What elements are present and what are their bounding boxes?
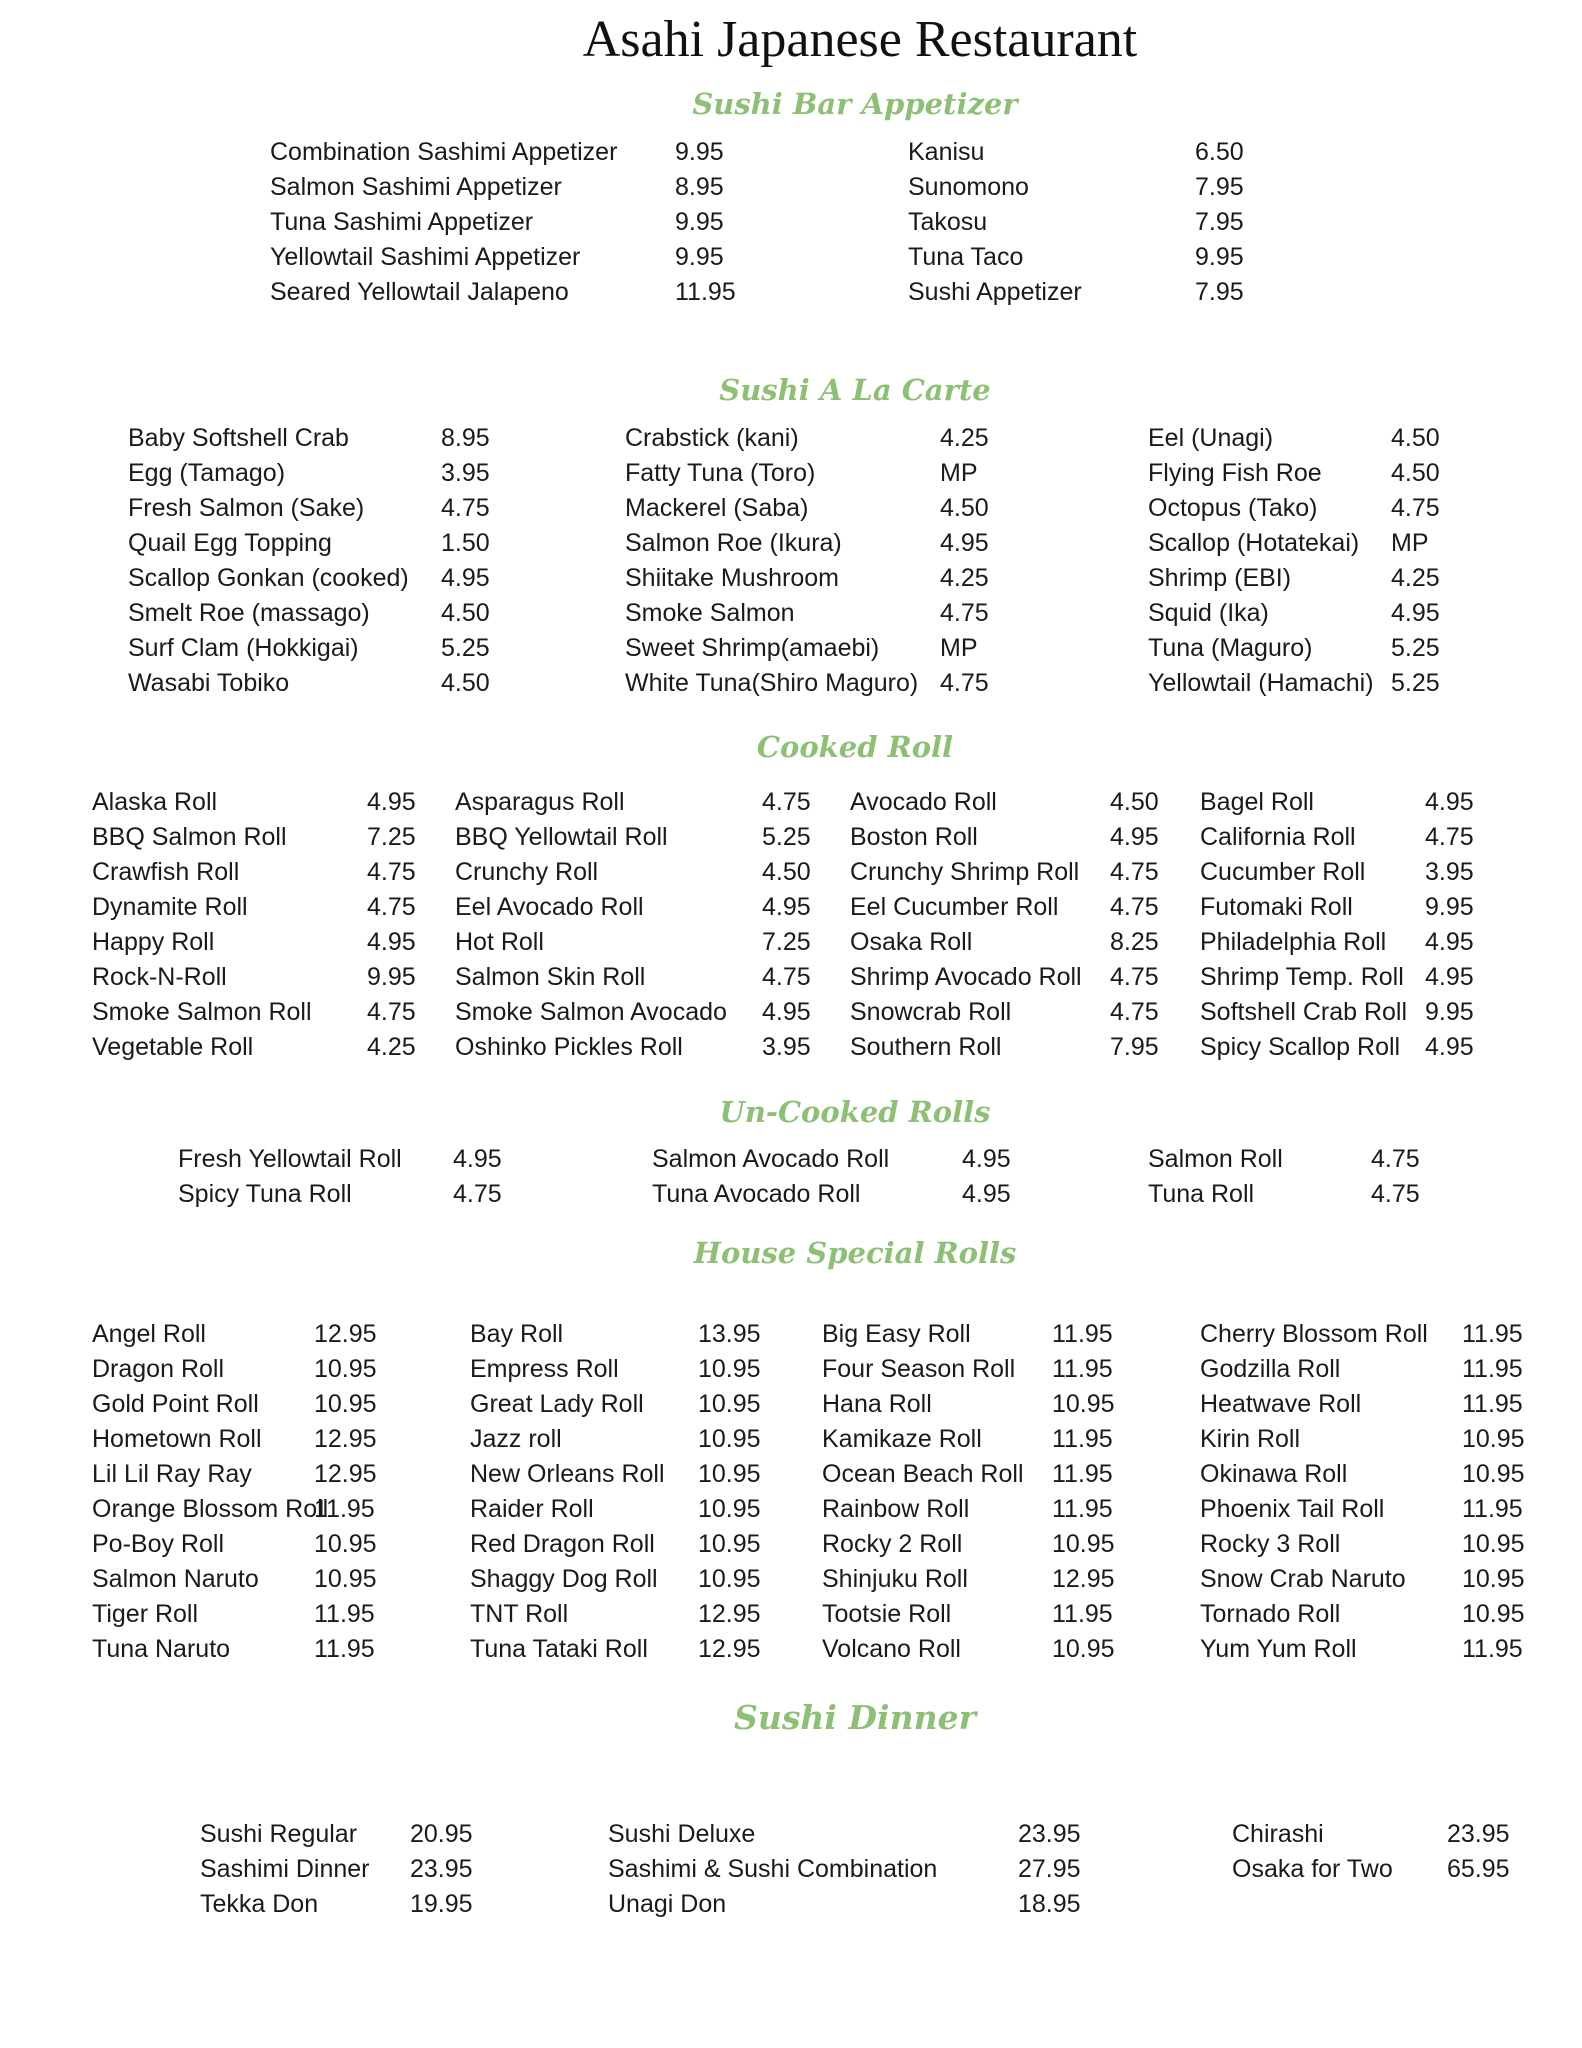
menu-item-price: 4.75 [762, 963, 811, 991]
menu-item-price: 4.95 [762, 998, 811, 1026]
menu-item-name: Tuna (Maguro) [1148, 634, 1313, 662]
menu-item-name: Tuna Avocado Roll [652, 1180, 861, 1208]
menu-item-price: 4.50 [762, 858, 811, 886]
menu-item-price: 10.95 [314, 1390, 377, 1418]
menu-item-price: 7.95 [1195, 173, 1244, 201]
menu-item-price: 4.95 [962, 1180, 1011, 1208]
menu-item-price: 10.95 [698, 1460, 761, 1488]
menu-item-price: 20.95 [410, 1820, 473, 1848]
menu-item-name: Cucumber Roll [1200, 858, 1366, 886]
menu-item-name: Fatty Tuna (Toro) [625, 459, 816, 487]
menu-item-price: 4.95 [1425, 788, 1474, 816]
menu-item-name: Red Dragon Roll [470, 1530, 655, 1558]
menu-item-name: Tiger Roll [92, 1600, 199, 1628]
menu-item-price: 4.75 [453, 1180, 502, 1208]
menu-item-name: Vegetable Roll [92, 1033, 254, 1061]
menu-item-price: 4.25 [1391, 564, 1440, 592]
menu-item-name: Boston Roll [850, 823, 978, 851]
menu-item-name: White Tuna(Shiro Maguro) [625, 669, 919, 697]
menu-item-price: 4.75 [1110, 893, 1159, 921]
menu-item-name: Bagel Roll [1200, 788, 1314, 816]
menu-item-name: Godzilla Roll [1200, 1355, 1341, 1383]
menu-item-price: 10.95 [314, 1565, 377, 1593]
menu-item-name: Happy Roll [92, 928, 215, 956]
menu-item-name: Shrimp Temp. Roll [1200, 963, 1404, 991]
menu-item-price: 11.95 [1052, 1320, 1113, 1348]
menu-item-price: 13.95 [698, 1320, 761, 1348]
menu-item-price: 10.95 [698, 1530, 761, 1558]
menu-item-price: 5.25 [1391, 669, 1440, 697]
menu-item-name: Gold Point Roll [92, 1390, 259, 1418]
menu-item-name: Mackerel (Saba) [625, 494, 809, 522]
menu-item-name: Sushi Regular [200, 1820, 358, 1848]
section-heading-alacarte: Sushi A La Carte [719, 373, 991, 407]
menu-item-price: 4.25 [940, 564, 989, 592]
menu-item-name: Shiitake Mushroom [625, 564, 839, 592]
menu-item-price: 4.75 [441, 494, 490, 522]
menu-item-price: MP [940, 634, 978, 662]
menu-item-price: 9.95 [675, 208, 724, 236]
menu-item-name: Kanisu [908, 138, 985, 166]
menu-item-price: MP [940, 459, 978, 487]
menu-item-name: Shinjuku Roll [822, 1565, 968, 1593]
menu-item-price: 10.95 [1052, 1390, 1115, 1418]
menu-item-price: 12.95 [698, 1600, 761, 1628]
menu-item-price: 65.95 [1447, 1855, 1510, 1883]
menu-item-price: 4.50 [940, 494, 989, 522]
menu-item-name: Heatwave Roll [1200, 1390, 1362, 1418]
menu-item-price: 4.75 [1110, 998, 1159, 1026]
menu-item-price: 11.95 [314, 1600, 375, 1628]
menu-item-price: 23.95 [410, 1855, 473, 1883]
menu-item-name: Quail Egg Topping [128, 529, 332, 557]
menu-item-price: 10.95 [1052, 1635, 1115, 1663]
menu-item-name: Philadelphia Roll [1200, 928, 1387, 956]
menu-item-price: 4.75 [1425, 823, 1474, 851]
menu-item-price: 4.50 [441, 599, 490, 627]
menu-item-name: Tornado Roll [1200, 1600, 1341, 1628]
menu-item-name: Dynamite Roll [92, 893, 248, 921]
menu-item-name: Smoke Salmon [625, 599, 795, 627]
menu-item-price: 11.95 [1052, 1495, 1113, 1523]
menu-item-name: Sashimi Dinner [200, 1855, 370, 1883]
menu-item-price: 23.95 [1018, 1820, 1081, 1848]
menu-item-name: Takosu [908, 208, 988, 236]
menu-item-name: Sweet Shrimp(amaebi) [625, 634, 880, 662]
menu-item-price: 7.25 [367, 823, 416, 851]
menu-item-name: Sunomono [908, 173, 1029, 201]
section-heading-cooked: Cooked Roll [756, 730, 954, 764]
menu-item-price: 7.25 [762, 928, 811, 956]
menu-item-name: Eel Avocado Roll [455, 893, 644, 921]
section-heading-uncooked: Un-Cooked Rolls [719, 1095, 991, 1129]
menu-item-price: 4.95 [1425, 963, 1474, 991]
menu-item-price: 5.25 [762, 823, 811, 851]
menu-item-name: Orange Blossom Roll [92, 1495, 329, 1523]
menu-item-price: 4.95 [940, 529, 989, 557]
menu-item-name: Combination Sashimi Appetizer [270, 138, 618, 166]
restaurant-title: Asahi Japanese Restaurant [582, 11, 1138, 68]
menu-item-price: 8.25 [1110, 928, 1159, 956]
menu-item-name: Salmon Roll [1148, 1145, 1283, 1173]
menu-item-price: 9.95 [1425, 893, 1474, 921]
menu-item-name: Tuna Sashimi Appetizer [270, 208, 534, 236]
menu-item-name: Chirashi [1232, 1820, 1324, 1848]
menu-item-price: 11.95 [1462, 1355, 1523, 1383]
menu-item-price: 11.95 [1462, 1320, 1523, 1348]
menu-item-price: 10.95 [1462, 1460, 1525, 1488]
menu-item-price: 4.95 [367, 788, 416, 816]
menu-item-name: Hot Roll [455, 928, 544, 956]
menu-item-price: 10.95 [1462, 1600, 1525, 1628]
menu-item-name: Salmon Avocado Roll [652, 1145, 890, 1173]
menu-item-name: Rainbow Roll [822, 1495, 970, 1523]
menu-item-name: Fresh Salmon (Sake) [128, 494, 365, 522]
menu-item-price: 8.95 [441, 424, 490, 452]
menu-item-price: 9.95 [1425, 998, 1474, 1026]
menu-item-price: 10.95 [698, 1355, 761, 1383]
menu-item-price: 4.25 [940, 424, 989, 452]
menu-item-price: 7.95 [1195, 278, 1244, 306]
menu-item-price: 4.95 [1391, 599, 1440, 627]
menu-item-price: 3.95 [441, 459, 490, 487]
menu-item-name: Ocean Beach Roll [822, 1460, 1024, 1488]
menu-item-name: Dragon Roll [92, 1355, 225, 1383]
menu-item-name: Rocky 2 Roll [822, 1530, 963, 1558]
menu-item-price: 10.95 [698, 1425, 761, 1453]
menu-item-name: Avocado Roll [850, 788, 997, 816]
menu-item-name: Tuna Taco [908, 243, 1024, 271]
menu-item-price: 4.75 [1371, 1145, 1420, 1173]
menu-item-name: Softshell Crab Roll [1200, 998, 1408, 1026]
menu-item-name: Okinawa Roll [1200, 1460, 1348, 1488]
menu-item-price: 4.75 [367, 893, 416, 921]
menu-item-name: Eel Cucumber Roll [850, 893, 1059, 921]
menu-item-price: 4.95 [1425, 928, 1474, 956]
menu-item-name: Tuna Naruto [92, 1635, 231, 1663]
menu-item-price: 4.95 [962, 1145, 1011, 1173]
menu-item-name: Alaska Roll [92, 788, 218, 816]
menu-item-name: Jazz roll [470, 1425, 562, 1453]
menu-item-name: Seared Yellowtail Jalapeno [270, 278, 569, 306]
menu-item-name: Sushi Appetizer [908, 278, 1082, 306]
menu-item-name: BBQ Yellowtail Roll [455, 823, 668, 851]
menu-item-name: TNT Roll [470, 1600, 569, 1628]
menu-item-name: Big Easy Roll [822, 1320, 971, 1348]
menu-item-price: 4.75 [367, 998, 416, 1026]
menu-item-price: 11.95 [1462, 1635, 1523, 1663]
menu-item-price: 19.95 [410, 1890, 473, 1918]
menu-item-name: BBQ Salmon Roll [92, 823, 287, 851]
menu-item-price: 4.95 [1425, 1033, 1474, 1061]
menu-item-price: 10.95 [1462, 1530, 1525, 1558]
menu-item-name: Tootsie Roll [822, 1600, 952, 1628]
menu-item-name: Flying Fish Roe [1148, 459, 1322, 487]
menu-item-price: 9.95 [675, 243, 724, 271]
menu-item-price: 9.95 [675, 138, 724, 166]
menu-item-name: Tuna Roll [1148, 1180, 1255, 1208]
menu-item-price: 9.95 [367, 963, 416, 991]
menu-item-name: Snowcrab Roll [850, 998, 1012, 1026]
menu-item-price: 10.95 [314, 1530, 377, 1558]
menu-item-price: 4.75 [1110, 963, 1159, 991]
menu-item-name: Shrimp (EBI) [1148, 564, 1292, 592]
menu-item-price: MP [1391, 529, 1429, 557]
menu-item-name: Empress Roll [470, 1355, 619, 1383]
menu-item-price: 4.95 [367, 928, 416, 956]
menu-item-price: 10.95 [698, 1390, 761, 1418]
menu-item-name: Kamikaze Roll [822, 1425, 982, 1453]
menu-item-name: Baby Softshell Crab [128, 424, 349, 452]
menu-item-name: Salmon Skin Roll [455, 963, 646, 991]
menu-item-price: 4.95 [441, 564, 490, 592]
menu-item-name: Great Lady Roll [470, 1390, 644, 1418]
menu-item-price: 4.95 [762, 893, 811, 921]
menu-item-name: Octopus (Tako) [1148, 494, 1318, 522]
menu-item-price: 11.95 [1462, 1390, 1523, 1418]
menu-item-name: Four Season Roll [822, 1355, 1016, 1383]
menu-item-name: Raider Roll [470, 1495, 594, 1523]
menu-item-name: Smoke Salmon Avocado [455, 998, 727, 1026]
menu-item-price: 4.50 [1391, 424, 1440, 452]
menu-item-name: Osaka for Two [1232, 1855, 1393, 1883]
menu-item-price: 7.95 [1110, 1033, 1159, 1061]
menu-item-price: 18.95 [1018, 1890, 1081, 1918]
menu-item-name: Tuna Tataki Roll [470, 1635, 648, 1663]
menu-item-name: Cherry Blossom Roll [1200, 1320, 1428, 1348]
menu-item-name: Volcano Roll [822, 1635, 961, 1663]
menu-item-price: 4.25 [367, 1033, 416, 1061]
menu-item-price: 6.50 [1195, 138, 1244, 166]
menu-item-price: 11.95 [314, 1495, 375, 1523]
menu-item-name: Southern Roll [850, 1033, 1002, 1061]
menu-item-price: 12.95 [314, 1460, 377, 1488]
menu-item-price: 3.95 [762, 1033, 811, 1061]
menu-item-price: 11.95 [1462, 1495, 1523, 1523]
menu-item-name: Phoenix Tail Roll [1200, 1495, 1385, 1523]
menu-item-price: 11.95 [1052, 1460, 1113, 1488]
menu-item-price: 11.95 [675, 278, 736, 306]
menu-item-name: Scallop Gonkan (cooked) [128, 564, 409, 592]
menu-item-name: Smoke Salmon Roll [92, 998, 312, 1026]
menu-item-name: Eel (Unagi) [1148, 424, 1274, 452]
menu-item-name: Yum Yum Roll [1200, 1635, 1357, 1663]
menu-item-name: Asparagus Roll [455, 788, 625, 816]
menu-item-price: 4.75 [1371, 1180, 1420, 1208]
menu-item-name: California Roll [1200, 823, 1356, 851]
menu-item-name: Yellowtail (Hamachi) [1148, 669, 1374, 697]
menu-item-name: Snow Crab Naruto [1200, 1565, 1406, 1593]
menu-item-name: Salmon Sashimi Appetizer [270, 173, 562, 201]
menu-item-name: Oshinko Pickles Roll [455, 1033, 683, 1061]
menu-item-name: Salmon Roe (Ikura) [625, 529, 842, 557]
menu-item-price: 4.50 [441, 669, 490, 697]
menu-item-name: Angel Roll [92, 1320, 206, 1348]
menu-item-name: Scallop (Hotatekai) [1148, 529, 1360, 557]
menu-item-price: 10.95 [1462, 1425, 1525, 1453]
menu-item-name: Crawfish Roll [92, 858, 240, 886]
menu-item-price: 5.25 [441, 634, 490, 662]
menu-item-price: 4.75 [367, 858, 416, 886]
menu-item-price: 23.95 [1447, 1820, 1510, 1848]
menu-item-price: 10.95 [1052, 1530, 1115, 1558]
menu-item-name: Sashimi & Sushi Combination [608, 1855, 938, 1883]
menu-item-name: Rocky 3 Roll [1200, 1530, 1341, 1558]
menu-item-name: Bay Roll [470, 1320, 564, 1348]
menu-item-price: 4.50 [1391, 459, 1440, 487]
menu-item-price: 12.95 [1052, 1565, 1115, 1593]
menu-item-name: Surf Clam (Hokkigai) [128, 634, 359, 662]
menu-item-price: 10.95 [698, 1565, 761, 1593]
menu-item-price: 4.95 [453, 1145, 502, 1173]
menu-item-price: 4.50 [1110, 788, 1159, 816]
menu-item-price: 4.75 [940, 599, 989, 627]
menu-item-price: 3.95 [1425, 858, 1474, 886]
menu-item-name: Po-Boy Roll [92, 1530, 224, 1558]
menu-item-name: Osaka Roll [850, 928, 973, 956]
menu-item-price: 10.95 [1462, 1565, 1525, 1593]
menu-item-price: 10.95 [698, 1495, 761, 1523]
menu-item-name: Hana Roll [822, 1390, 932, 1418]
menu-item-price: 12.95 [314, 1320, 377, 1348]
menu-item-price: 4.75 [762, 788, 811, 816]
menu-item-price: 11.95 [1052, 1600, 1113, 1628]
menu-item-name: Egg (Tamago) [128, 459, 286, 487]
menu-item-name: Wasabi Tobiko [128, 669, 290, 697]
menu-item-name: Shrimp Avocado Roll [850, 963, 1082, 991]
menu-item-name: Hometown Roll [92, 1425, 262, 1453]
menu-item-name: Smelt Roe (massago) [128, 599, 370, 627]
menu-item-price: 12.95 [698, 1635, 761, 1663]
menu-item-name: Spicy Tuna Roll [178, 1180, 352, 1208]
menu-item-name: Yellowtail Sashimi Appetizer [270, 243, 581, 271]
menu-item-price: 8.95 [675, 173, 724, 201]
menu-item-price: 4.75 [1391, 494, 1440, 522]
menu-item-name: Lil Lil Ray Ray [92, 1460, 252, 1488]
menu-item-name: Crunchy Shrimp Roll [850, 858, 1080, 886]
menu-item-price: 4.75 [940, 669, 989, 697]
menu-item-name: Unagi Don [608, 1890, 727, 1918]
menu-item-name: Squid (Ika) [1148, 599, 1269, 627]
menu-item-price: 7.95 [1195, 208, 1244, 236]
menu-item-name: Crunchy Roll [455, 858, 599, 886]
menu-item-name: Sushi Deluxe [608, 1820, 756, 1848]
menu-item-price: 11.95 [1052, 1355, 1113, 1383]
menu-item-name: Tekka Don [200, 1890, 319, 1918]
menu-item-price: 12.95 [314, 1425, 377, 1453]
menu-item-name: Shaggy Dog Roll [470, 1565, 658, 1593]
menu-item-price: 27.95 [1018, 1855, 1081, 1883]
menu-item-name: New Orleans Roll [470, 1460, 665, 1488]
menu-item-name: Fresh Yellowtail Roll [178, 1145, 402, 1173]
menu-item-price: 10.95 [314, 1355, 377, 1383]
menu-item-price: 9.95 [1195, 243, 1244, 271]
menu-item-price: 4.75 [1110, 858, 1159, 886]
section-heading-appetizer: Sushi Bar Appetizer [692, 87, 1018, 121]
menu-item-price: 11.95 [314, 1635, 375, 1663]
menu-item-price: 4.95 [1110, 823, 1159, 851]
menu-item-price: 11.95 [1052, 1425, 1113, 1453]
menu-item-name: Rock-N-Roll [92, 963, 227, 991]
menu-item-name: Kirin Roll [1200, 1425, 1301, 1453]
menu-item-price: 5.25 [1391, 634, 1440, 662]
section-heading-house: House Special Rolls [693, 1236, 1017, 1270]
menu-item-name: Salmon Naruto [92, 1565, 259, 1593]
menu-item-name: Spicy Scallop Roll [1200, 1033, 1401, 1061]
section-heading-dinner: Sushi Dinner [734, 1698, 976, 1737]
menu-item-price: 1.50 [441, 529, 490, 557]
menu-item-name: Futomaki Roll [1200, 893, 1353, 921]
menu-item-name: Crabstick (kani) [625, 424, 799, 452]
